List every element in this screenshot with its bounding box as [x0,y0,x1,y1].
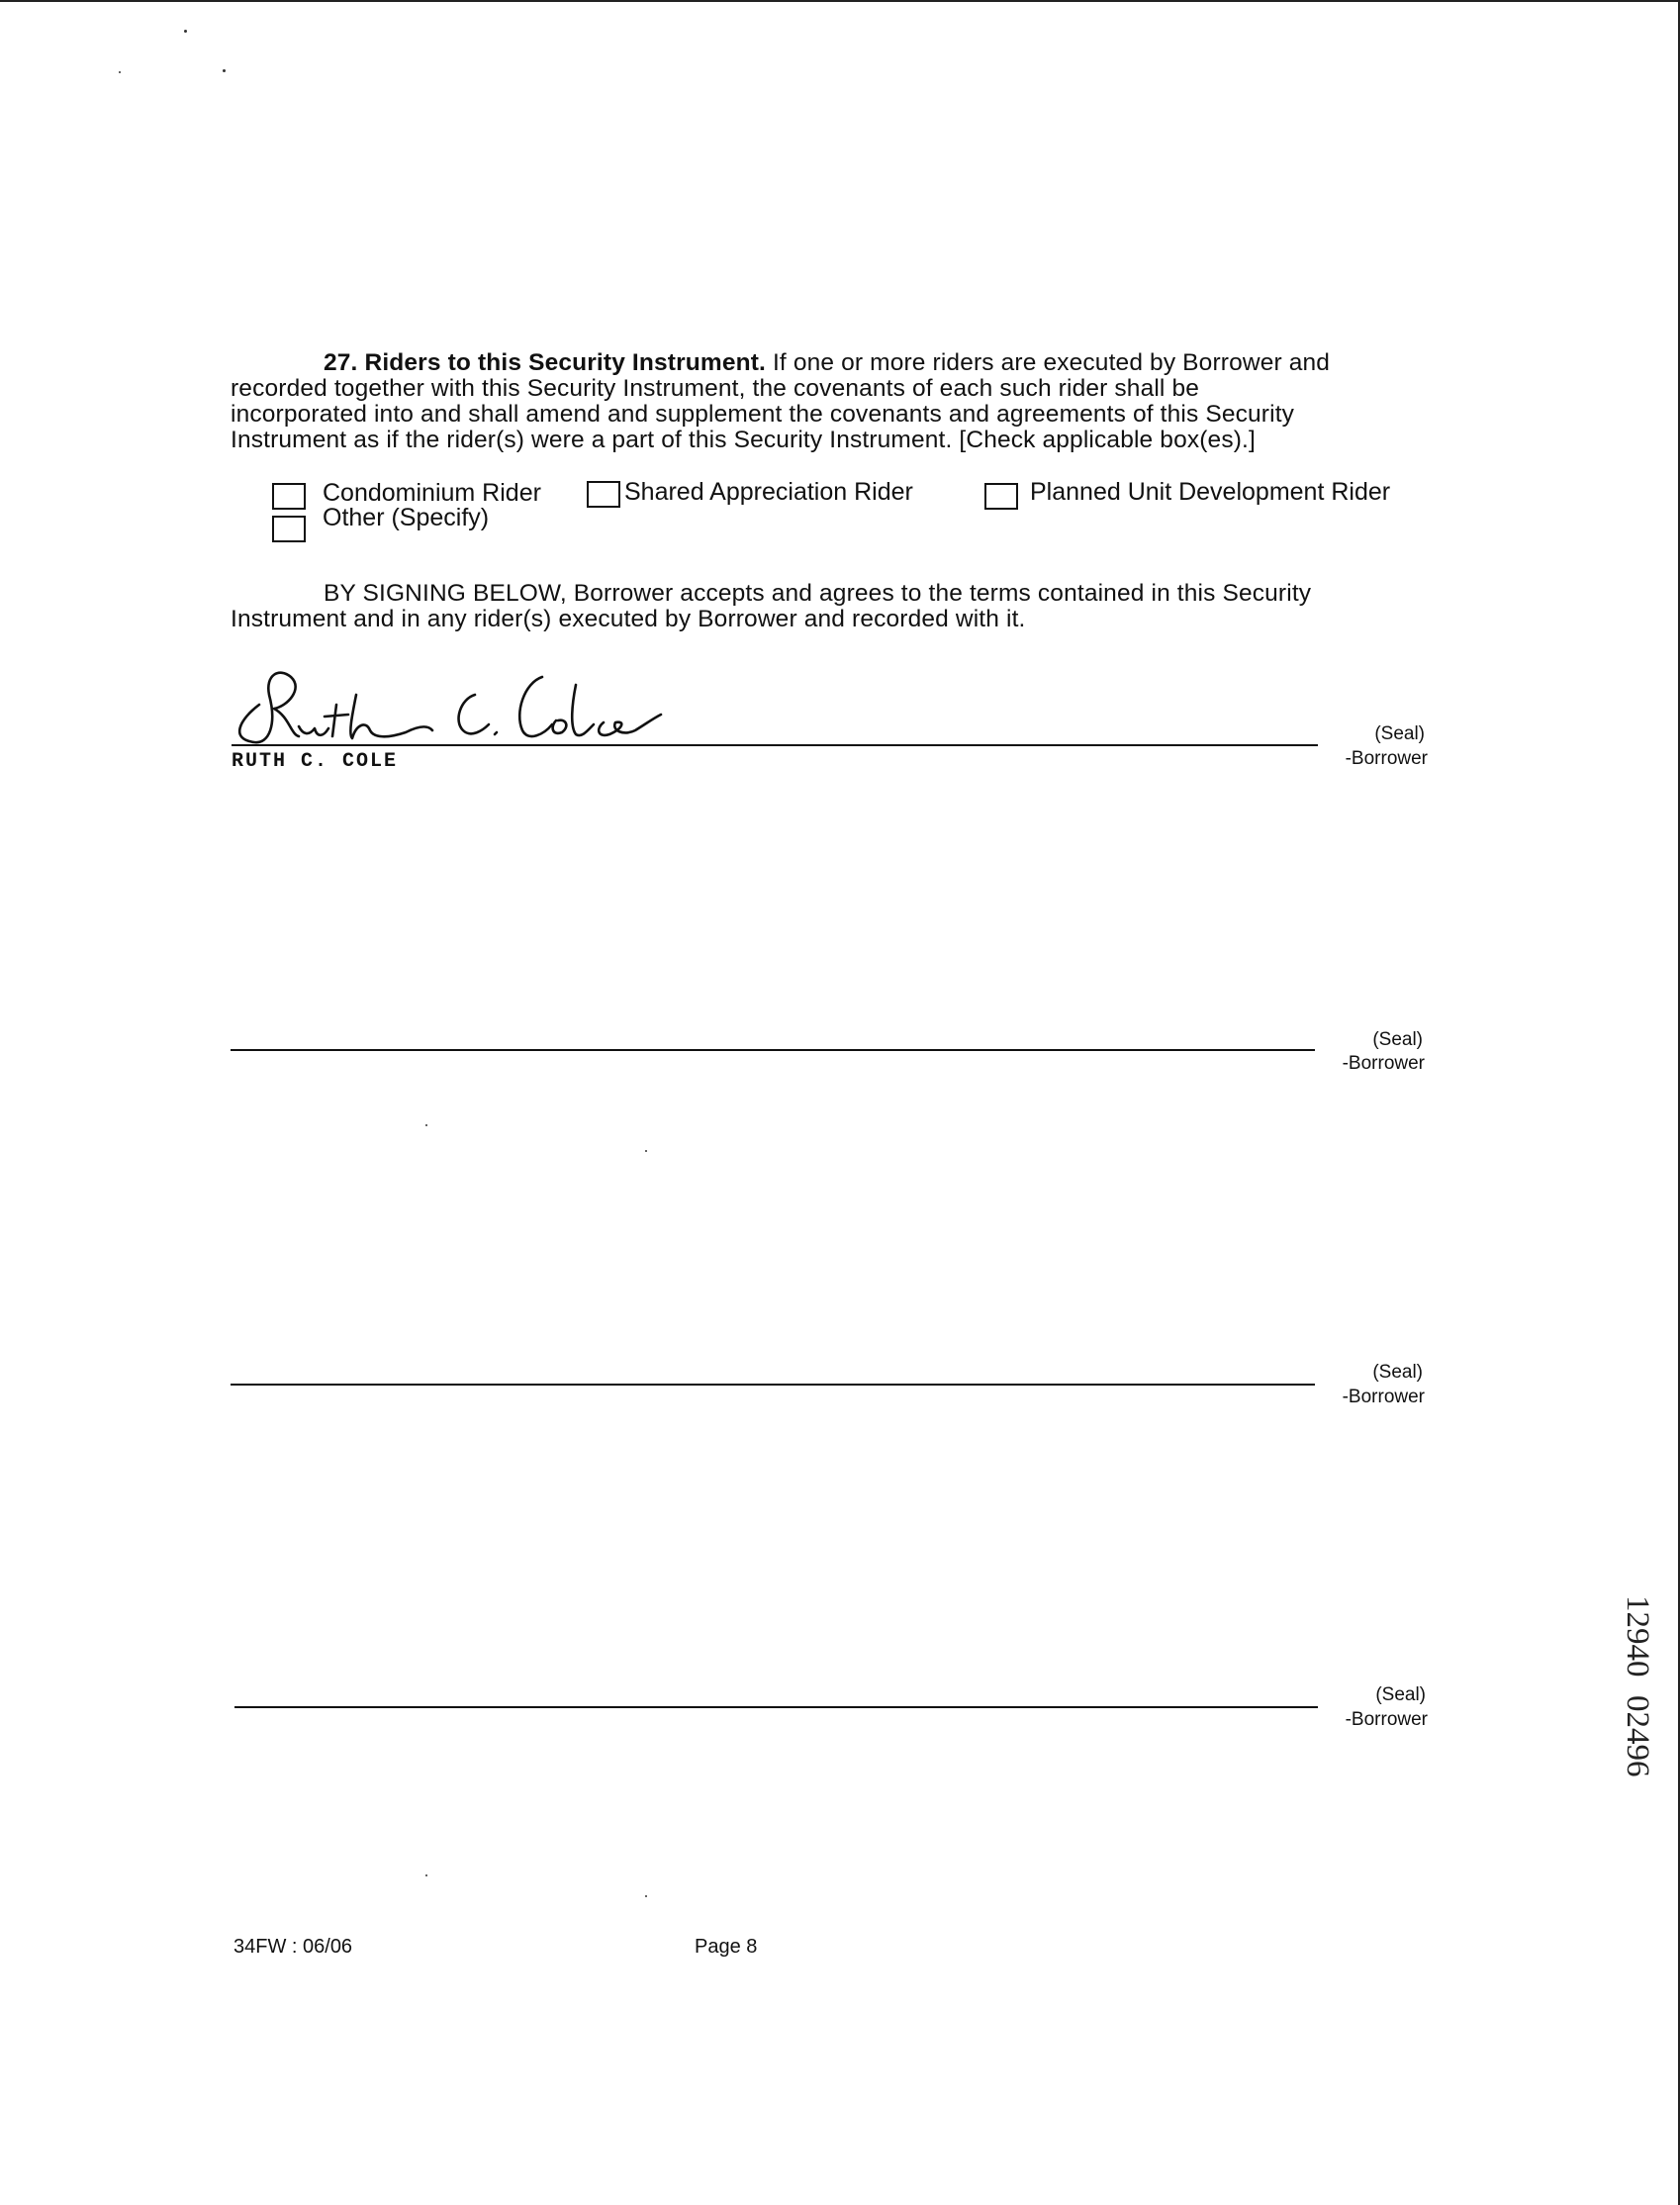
scan-speck [425,1874,427,1876]
seal-label-4: (Seal) [1375,1684,1426,1705]
scan-speck [184,30,187,33]
borrower-printed-name: RUTH C. COLE [232,750,399,773]
scan-speck [645,1895,647,1897]
condominium-rider-label: Condominium Rider [323,479,541,507]
other-rider-label: Other (Specify) [323,504,490,531]
signing-text-line-1-content: BY SIGNING BELOW, Borrower accepts and agrees to the terms contained in this Security [324,580,1312,607]
riders-paragraph-line-1 [231,350,1408,376]
page-border-top [0,0,1680,2]
riders-text-line-4: Instrument as if the rider(s) were a part of this Security Instrument. [Check applicable box(es).] [231,427,1256,453]
planned-unit-development-rider-label: Planned Unit Development Rider [1030,478,1391,506]
condominium-rider-checkbox[interactable] [272,483,306,510]
stamp-bottom-number: 02496 [1620,1694,1655,1776]
shared-appreciation-rider-label: Shared Appreciation Rider [624,478,913,506]
riders-text-line-3: incorporated into and shall amend and supplement the covenants and agreements of this Security [231,401,1295,428]
form-code: 34FW : 06/06 [233,1936,353,1958]
shared-appreciation-rider-checkbox[interactable] [587,481,620,508]
scan-speck [223,69,226,72]
seal-label-1: (Seal) [1374,723,1425,744]
borrower-label-4: -Borrower [1345,1709,1428,1730]
signature-line-1 [232,744,1318,746]
scan-speck [119,71,121,73]
section-number: 27. [324,349,358,376]
borrower-label-3: -Borrower [1342,1387,1425,1407]
riders-text-line-1: If one or more riders are executed by Borrower and [772,349,1331,376]
signing-text-line-1 [231,581,1408,607]
seal-label-2: (Seal) [1372,1029,1423,1050]
signature-line-2 [231,1049,1315,1051]
scan-speck [425,1124,427,1126]
signature-line-3 [231,1384,1315,1386]
seal-label-3: (Seal) [1372,1362,1423,1383]
planned-unit-development-rider-checkbox[interactable] [984,483,1018,510]
riders-text-line-2: recorded together with this Security Instrument, the covenants of each such rider shall be [231,375,1200,402]
scan-speck [645,1150,647,1152]
riders-paragraph [231,350,1408,453]
signature-graphic [230,665,665,754]
signing-paragraph [231,581,1408,632]
signing-text-line-2: Instrument and in any rider(s) executed by Borrower and recorded with it. [231,606,1026,632]
stamp-top-number: 12940 [1620,1595,1655,1678]
section-heading: Riders to this Security Instrument. [364,349,766,376]
page-number: Page 8 [695,1936,758,1958]
signature-line-4 [234,1706,1318,1708]
recording-number-stamp [1620,1595,1655,1776]
borrower-label-1: -Borrower [1345,748,1428,769]
other-rider-checkbox[interactable] [272,516,306,542]
borrower-label-2: -Borrower [1342,1053,1425,1074]
